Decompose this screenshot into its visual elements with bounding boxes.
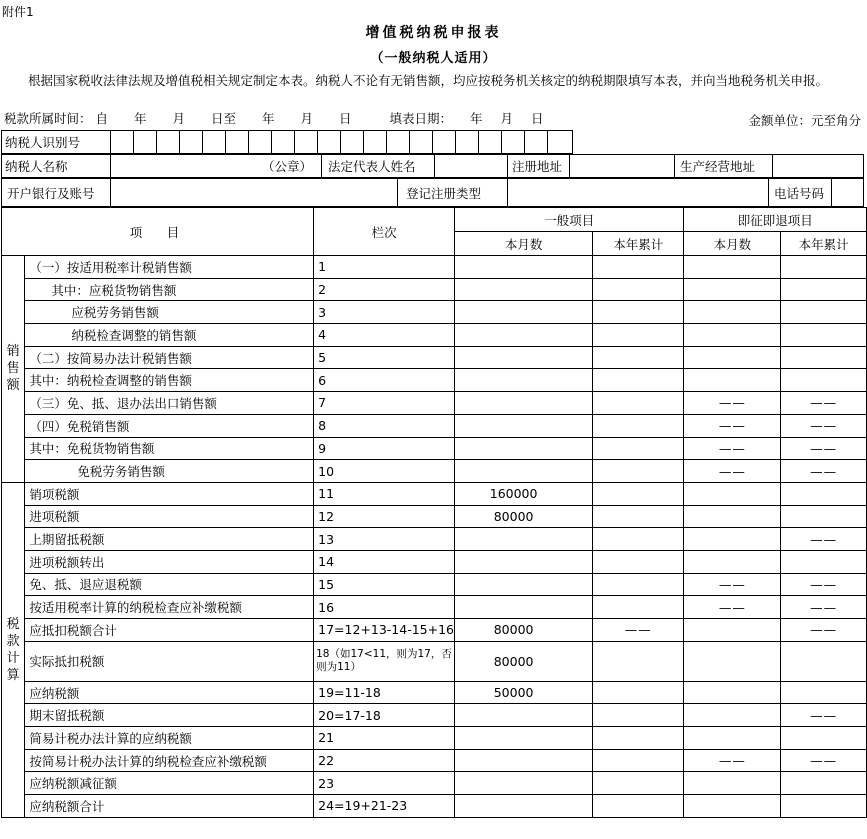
cell-ry[interactable]: —— [781, 749, 867, 772]
bank-account-label: 开户银行及账号 [7, 186, 95, 201]
cell-ry[interactable] [781, 256, 867, 279]
cell-gm[interactable] [455, 414, 593, 437]
cell-ry[interactable] [781, 772, 867, 795]
row-line-number: 19=11-18 [314, 681, 455, 704]
cell-gm[interactable] [455, 795, 593, 818]
cell-gy[interactable] [593, 704, 684, 727]
cell-gm[interactable] [455, 278, 593, 301]
cell-rm[interactable] [684, 619, 781, 642]
line-column-header: 栏次 [314, 208, 455, 256]
table-row [2, 749, 867, 772]
cell-gm[interactable]: 50000 [455, 681, 593, 704]
taxpayer-id-cell-divider [524, 130, 525, 154]
legal-rep-label: 法定代表人姓名 [328, 159, 416, 174]
table-row [2, 392, 867, 415]
cell-ry[interactable] [781, 482, 867, 505]
table-row [2, 256, 867, 279]
taxpayer-id-cell-divider [179, 130, 180, 154]
row-item-label: 进项税额转出 [25, 550, 314, 573]
fill-year: 年 [470, 111, 483, 126]
taxpayer-id-cell-divider [363, 130, 364, 154]
cell-gm[interactable] [455, 369, 593, 392]
phone-label: 电话号码 [774, 186, 825, 201]
cell-rm[interactable]: —— [684, 573, 781, 596]
taxpayer-name-label: 纳税人名称 [5, 159, 68, 174]
cell-gy[interactable] [593, 278, 684, 301]
row-line-number: 9 [314, 437, 455, 460]
general-items-header: 一般项目 [455, 208, 684, 232]
row-line-number: 11 [314, 482, 455, 505]
table-row [2, 619, 867, 642]
cell-rm[interactable]: —— [684, 460, 781, 483]
business-address-label: 生产经营地址 [680, 159, 756, 174]
general-month-header: 本月数 [455, 232, 593, 256]
row-line-number: 5 [314, 346, 455, 369]
cell-gm[interactable] [455, 392, 593, 415]
row-item-label: （三）免、抵、退办法出口销售额 [25, 392, 314, 415]
period-label: 税款所属时间： [4, 111, 92, 126]
cell-rm[interactable] [684, 369, 781, 392]
cell-rm[interactable] [684, 704, 781, 727]
row-item-label: 上期留抵税额 [25, 528, 314, 551]
intro-text [4, 72, 864, 90]
row-item-label: 免税劳务销售额 [25, 460, 314, 483]
cell-rm[interactable] [684, 324, 781, 347]
cell-gy[interactable] [593, 772, 684, 795]
form-subtitle: （一般纳税人适用） [370, 51, 497, 66]
cell-gy[interactable] [593, 573, 684, 596]
cell-ry[interactable] [781, 324, 867, 347]
item-column-header: 项 目 [2, 208, 314, 256]
cell-ry[interactable] [781, 795, 867, 818]
row-item-label: 其中：纳税检查调整的销售额 [25, 369, 314, 392]
cell-gy[interactable] [593, 437, 684, 460]
taxpayer-id-cell-divider [386, 130, 387, 154]
cell-ry[interactable]: —— [781, 437, 867, 460]
cell-gm[interactable] [455, 727, 593, 750]
row-line-number: 3 [314, 301, 455, 324]
taxpayer-id-cell-divider [501, 130, 502, 154]
row-item-label: 按简易计税办法计算的纳税检查应补缴税额 [25, 749, 314, 772]
cell-gm[interactable] [455, 596, 593, 619]
cell-gy[interactable] [593, 392, 684, 415]
row-line-number: 22 [314, 749, 455, 772]
table-row [2, 437, 867, 460]
cell-ry[interactable] [781, 681, 867, 704]
taxpayer-id-cell-divider [225, 130, 226, 154]
cell-ry[interactable]: —— [781, 704, 867, 727]
row-item-label: 其中：免税货物销售额 [25, 437, 314, 460]
table-row [2, 573, 867, 596]
row-item-label: 简易计税办法计算的应纳税额 [25, 727, 314, 750]
row-line-number: 10 [314, 460, 455, 483]
row-line-number: 24=19+21-23 [314, 795, 455, 818]
row-item-label: 应纳税额合计 [25, 795, 314, 818]
row-item-label: 应纳税额减征额 [25, 772, 314, 795]
table-row [2, 505, 867, 528]
period-month: 月 [172, 111, 186, 126]
cell-ry[interactable] [781, 727, 867, 750]
row-line-number: 15 [314, 573, 455, 596]
cell-gy[interactable] [593, 596, 684, 619]
row-item-label: 实际抵扣税额 [25, 641, 314, 681]
cell-rm[interactable] [684, 482, 781, 505]
row-line-number: 16 [314, 596, 455, 619]
cell-gm[interactable] [455, 256, 593, 279]
cell-ry[interactable]: —— [781, 460, 867, 483]
cell-gm[interactable] [455, 460, 593, 483]
row-line-number: 18（如17<11，则为17，否则为11） [314, 641, 455, 681]
row-line-number: 12 [314, 505, 455, 528]
cell-gm[interactable] [455, 704, 593, 727]
cell-rm[interactable] [684, 256, 781, 279]
table-row [2, 346, 867, 369]
cell-ry[interactable] [781, 301, 867, 324]
taxpayer-id-label: 纳税人识别号 [5, 135, 81, 150]
cell-ry[interactable] [781, 278, 867, 301]
cell-ry[interactable] [781, 346, 867, 369]
row-item-label: 应抵扣税额合计 [25, 619, 314, 642]
row-item-label: 免、抵、退应退税额 [25, 573, 314, 596]
cell-gm[interactable]: 80000 [455, 619, 593, 642]
period-day2: 日 [339, 111, 352, 126]
table-row [2, 681, 867, 704]
cell-rm[interactable]: —— [684, 596, 781, 619]
table-row [2, 460, 867, 483]
table-row [2, 369, 867, 392]
period-month2: 月 [300, 111, 314, 126]
row-line-number: 1 [314, 256, 455, 279]
table-row [2, 324, 867, 347]
row-item-label: 其中：应税货物销售额 [25, 278, 314, 301]
table-row [2, 414, 867, 437]
cell-rm[interactable] [684, 795, 781, 818]
cell-gy[interactable] [593, 369, 684, 392]
row-item-label: 应税劳务销售额 [25, 301, 314, 324]
cell-ry[interactable]: —— [781, 528, 867, 551]
row-item-label: 纳税检查调整的销售额 [25, 324, 314, 347]
cell-gm[interactable]: 80000 [455, 641, 593, 681]
cell-rm[interactable] [684, 550, 781, 573]
form-title: 增值税纳税申报表 [365, 25, 502, 41]
row-line-number: 17=12+13-14-15+16 [314, 619, 455, 642]
attachment-label: 附件1 [2, 5, 34, 19]
row-item-label: 进项税额 [25, 505, 314, 528]
cell-rm[interactable] [684, 772, 781, 795]
cell-rm[interactable] [684, 681, 781, 704]
cell-ry[interactable] [781, 505, 867, 528]
row-item-label: （二）按简易办法计税销售额 [25, 346, 314, 369]
taxpayer-id-cell-divider [432, 130, 433, 154]
cell-rm[interactable] [684, 278, 781, 301]
cell-rm[interactable] [684, 301, 781, 324]
row-line-number: 14 [314, 550, 455, 573]
cell-gm[interactable] [455, 324, 593, 347]
fill-month: 月 [500, 111, 514, 126]
table-row [2, 528, 867, 551]
table-row [2, 482, 867, 505]
cell-rm[interactable] [684, 727, 781, 750]
cell-ry[interactable]: —— [781, 414, 867, 437]
table-row [2, 550, 867, 573]
cell-gy[interactable] [593, 482, 684, 505]
cell-ry[interactable]: —— [781, 392, 867, 415]
cell-ry[interactable]: —— [781, 573, 867, 596]
seal-label: （公章） [262, 159, 313, 174]
cell-ry[interactable] [781, 369, 867, 392]
row-line-number: 20=17-18 [314, 704, 455, 727]
reg-type-label: 登记注册类型 [406, 186, 482, 201]
table-row [2, 641, 867, 681]
declaration-table [1, 207, 867, 818]
row-line-number: 23 [314, 772, 455, 795]
currency-unit: 金额单位：元至角分 [748, 113, 861, 128]
cell-gy[interactable] [593, 414, 684, 437]
cell-gy[interactable] [593, 727, 684, 750]
table-row [2, 704, 867, 727]
taxpayer-id-cell-divider [294, 130, 295, 154]
row-item-label: 期末留抵税额 [25, 704, 314, 727]
taxpayer-id-cell-divider [110, 130, 111, 154]
taxpayer-id-cell-divider [271, 130, 272, 154]
refund-month-header: 本月数 [684, 232, 781, 256]
cell-gm[interactable] [455, 550, 593, 573]
cell-gy[interactable] [593, 460, 684, 483]
table-row [2, 301, 867, 324]
cell-gy[interactable] [593, 256, 684, 279]
cell-gm[interactable]: 160000 [455, 482, 593, 505]
row-item-label: 销项税额 [25, 482, 314, 505]
cell-gy[interactable] [593, 346, 684, 369]
period-year: 年 [134, 111, 147, 126]
cell-rm[interactable]: —— [684, 749, 781, 772]
table-row [2, 278, 867, 301]
cell-rm[interactable] [684, 641, 781, 681]
cell-gm[interactable] [455, 749, 593, 772]
fill-date-label: 填表日期： [389, 111, 453, 126]
cell-ry[interactable]: —— [781, 596, 867, 619]
cell-ry[interactable]: —— [781, 619, 867, 642]
cell-gm[interactable] [455, 346, 593, 369]
row-item-label: 按适用税率计算的纳税检查应补缴税额 [25, 596, 314, 619]
period-year2: 年 [262, 111, 275, 126]
cell-gy[interactable] [593, 749, 684, 772]
row-line-number: 6 [314, 369, 455, 392]
taxpayer-id-cell-divider [202, 130, 203, 154]
taxpayer-id-box [1, 130, 573, 154]
taxpayer-id-cell-divider [455, 130, 456, 154]
category-tax: 税款计算 [2, 482, 25, 817]
cell-gm[interactable] [455, 573, 593, 596]
table-row [2, 596, 867, 619]
row-item-label: （一）按适用税率计税销售额 [25, 256, 314, 279]
general-ytd-header: 本年累计 [593, 232, 684, 256]
cell-rm[interactable] [684, 528, 781, 551]
row-item-label: （四）免税销售额 [25, 414, 314, 437]
taxpayer-id-cell-divider [156, 130, 157, 154]
row-line-number: 21 [314, 727, 455, 750]
taxpayer-id-cell-divider [409, 130, 410, 154]
intro-body: 根据国家税收法律法规及增值税相关规定制定本表。纳税人不论有无销售额，均应按税务机关核定的纳税期限填写本表，并向当地税务机关申报。 [28, 73, 829, 88]
cell-rm[interactable]: —— [684, 392, 781, 415]
fill-day: 日 [531, 111, 544, 126]
period-from: 自 [95, 111, 109, 126]
taxpayer-id-cell-divider [248, 130, 249, 154]
cell-rm[interactable] [684, 505, 781, 528]
cell-gy[interactable] [593, 795, 684, 818]
cell-ry[interactable] [781, 641, 867, 681]
refund-ytd-header: 本年累计 [781, 232, 867, 256]
cell-gm[interactable] [455, 437, 593, 460]
cell-gm[interactable] [455, 772, 593, 795]
cell-gy[interactable] [593, 324, 684, 347]
taxpayer-id-cell-divider [478, 130, 479, 154]
cell-gy[interactable] [593, 641, 684, 681]
cell-gm[interactable]: 80000 [455, 505, 593, 528]
refund-items-header: 即征即退项目 [684, 208, 867, 232]
tax-period-row [4, 109, 544, 127]
cell-ry[interactable] [781, 550, 867, 573]
category-sales: 销售额 [2, 256, 25, 483]
reg-address-label: 注册地址 [512, 159, 563, 174]
cell-gy[interactable] [593, 505, 684, 528]
cell-gm[interactable] [455, 301, 593, 324]
cell-gy[interactable]: —— [593, 619, 684, 642]
cell-gm[interactable] [455, 528, 593, 551]
table-row [2, 772, 867, 795]
cell-gy[interactable] [593, 301, 684, 324]
period-day-to: 日至 [211, 111, 237, 126]
cell-rm[interactable] [684, 346, 781, 369]
row-line-number: 4 [314, 324, 455, 347]
row-line-number: 2 [314, 278, 455, 301]
cell-gy[interactable] [593, 681, 684, 704]
taxpayer-id-cell-divider [317, 130, 318, 154]
taxpayer-id-cell-divider [133, 130, 134, 154]
table-row [2, 727, 867, 750]
cell-gy[interactable] [593, 528, 684, 551]
row-line-number: 8 [314, 414, 455, 437]
taxpayer-id-cell-divider [547, 130, 548, 154]
cell-rm[interactable]: —— [684, 414, 781, 437]
row-line-number: 7 [314, 392, 455, 415]
cell-gy[interactable] [593, 550, 684, 573]
row-item-label: 应纳税额 [25, 681, 314, 704]
cell-rm[interactable]: —— [684, 437, 781, 460]
row-line-number: 13 [314, 528, 455, 551]
taxpayer-id-cell-divider [340, 130, 341, 154]
table-row [2, 795, 867, 818]
